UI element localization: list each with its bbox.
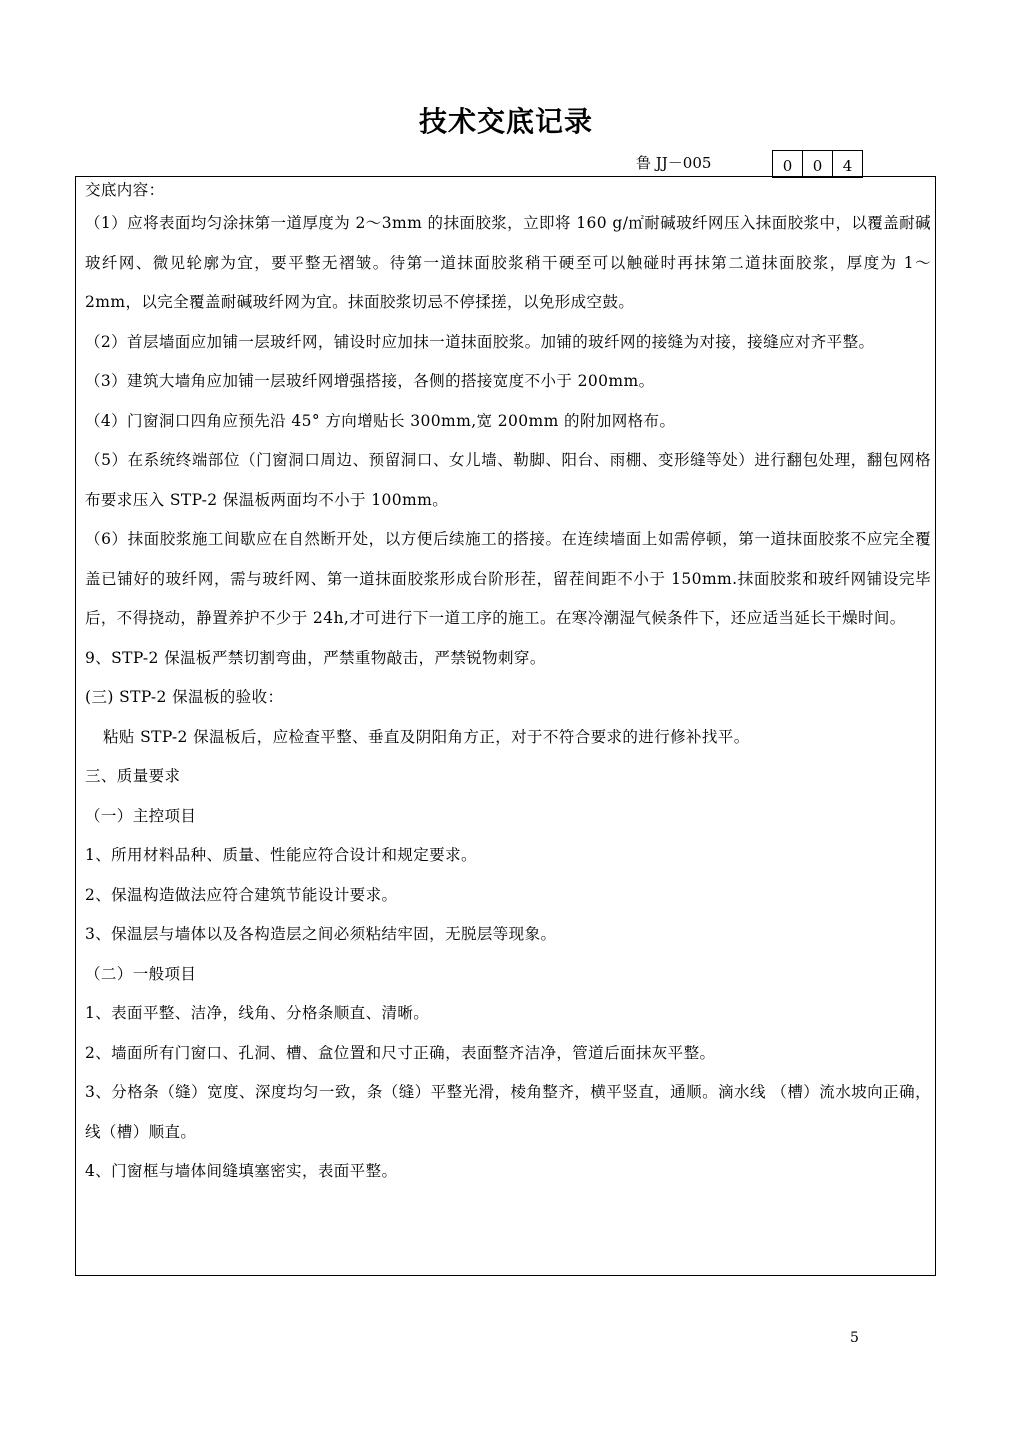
document-title: 技术交底记录 — [418, 105, 593, 138]
document-number: 鲁 JJ－005 — [636, 154, 712, 172]
serial-box: 0 — [802, 150, 833, 178]
paragraph: （4）门窗洞口四角应预先沿 45° 方向增贴长 300mm,宽 200mm 的附加网格布。 — [85, 411, 676, 430]
page-number: 5 — [850, 1330, 859, 1346]
subsection-heading: （一）主控项目 — [85, 806, 197, 825]
content-heading: 交底内容： — [85, 181, 165, 199]
list-item: 1、表面平整、洁净，线角、分格条顺直、清晰。 — [85, 1004, 430, 1022]
paragraph: （3）建筑大墙角应加铺一层玻纤网增强搭接，各侧的搭接宽度不小于 200mm。 — [85, 372, 655, 390]
serial-box: 0 — [772, 150, 803, 178]
list-item: 3、保温层与墙体以及各构造层之间必须粘结牢固，无脱层等现象。 — [85, 925, 557, 943]
paragraph: （6）抹面胶浆施工间歇应在自然断开处，以方便后续施工的搭接。在连续墙面上如需停顿，第一道抹面胶浆不应完全覆盖已铺好的玻纤网，需与玻纤网、第一道抹面胶浆形成台阶形茬，留茬间距不小于 150mm.抹面胶浆和玻纤网铺设完毕后，不得挠动，静置养护不少于 24h,才可进行下一道工序的施工。在寒冷潮湿气候条件下，还应适当延长干燥时间。 — [85, 530, 931, 627]
paragraph: （1）应将表面均匀涂抹第一道厚度为 2～3mm 的抹面胶浆，立即将 160 g/㎡耐碱玻纤网压入抹面胶浆中，以覆盖耐碱玻纤网、微见轮廓为宜，要平整无褶皱。待第一道抹面胶浆稍干硬至可以触碰时再抹第二道抹面胶浆，厚度为 1～2mm，以完全覆盖耐碱玻纤网为宜。抹面胶浆切忌不停揉搓，以免形成空鼓。 — [85, 214, 931, 311]
list-item: 2、保温构造做法应符合建筑节能设计要求。 — [85, 885, 398, 904]
list-item: 3、分格条（缝）宽度、深度均匀一致，条（缝）平整光滑，棱角整齐，横平竖直，通顺。滴水线 （槽）流水坡向正确，线（槽）顺直。 — [85, 1083, 931, 1141]
list-item: 2、墙面所有门窗口、孔洞、槽、盒位置和尺寸正确，表面整齐洁净，管道后面抹灰平整。 — [85, 1043, 716, 1062]
paragraph: （5）在系统终端部位（门窗洞口周边、预留洞口、女儿墙、勒脚、阳台、雨棚、变形缝等处）进行翻包处理，翻包网格布要求压入 STP-2 保温板两面均不小于 100mm。 — [85, 451, 931, 509]
serial-number-boxes — [773, 150, 863, 178]
paragraph: (三) STP-2 保温板的验收： — [85, 688, 284, 706]
paragraph: 9、STP-2 保温板严禁切割弯曲，严禁重物敲击，严禁锐物刺穿。 — [85, 648, 546, 667]
subsection-heading: （二）一般项目 — [85, 964, 197, 983]
list-item: 4、门窗框与墙体间缝填塞密实，表面平整。 — [85, 1162, 398, 1180]
list-item: 1、所用材料品种、质量、性能应符合设计和规定要求。 — [85, 846, 477, 864]
paragraph: 粘贴 STP-2 保温板后，应检查平整、垂直及阴阳角方正，对于不符合要求的进行修补找平。 — [103, 727, 750, 746]
content-body — [85, 176, 931, 1192]
serial-box: 4 — [832, 150, 863, 178]
paragraph: （2）首层墙面应加铺一层玻纤网，铺设时应加抹一道抹面胶浆。加铺的玻纤网的接缝为对接，接缝应对齐平整。 — [85, 332, 875, 351]
section-heading: 三、质量要求 — [85, 767, 181, 785]
